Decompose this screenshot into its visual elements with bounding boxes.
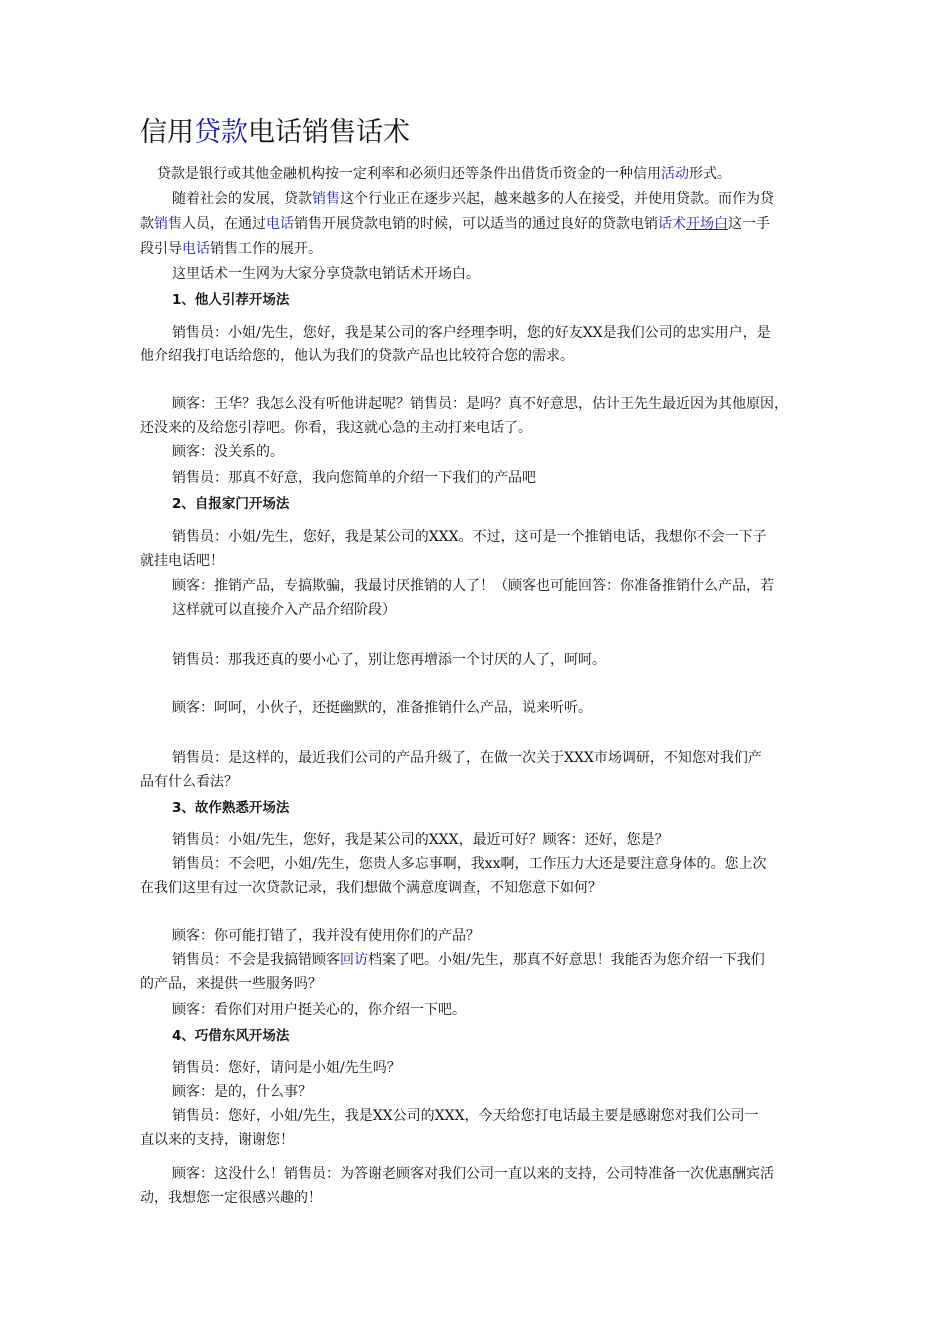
link-phone[interactable]: 电话 bbox=[266, 216, 294, 232]
text: 档案了吧。小姐/先生，那真不好意思！我能否为您介绍一下我们 bbox=[368, 952, 765, 968]
s3-line-6: 的产品，来提供一些服务吗？ bbox=[140, 976, 322, 992]
s2-line-6: 顾客：呵呵，小伙子，还挺幽默的，准备推销什么产品，说来听听。 bbox=[172, 700, 592, 716]
s3-line-7: 顾客：看你们对用户挺关心的，你介绍一下吧。 bbox=[172, 1002, 466, 1018]
section-1-heading: 1、他人引荐开场法 bbox=[172, 292, 290, 308]
s2-line-3: 顾客：推销产品，专搞欺骗，我最讨厌推销的人了！（顾客也可能回答：你准备推销什么产品，若 bbox=[172, 578, 774, 594]
s3-line-5 bbox=[172, 950, 765, 970]
s2-line-7: 销售员：是这样的，最近我们公司的产品升级了，在做一次关于XXX市场调研，不知您对我们产 bbox=[172, 750, 762, 766]
s4-line-1: 销售员：您好，请问是小姐/先生吗？ bbox=[172, 1060, 401, 1076]
title-link-loan[interactable]: 贷款 bbox=[194, 117, 248, 148]
title-text: 信用 bbox=[140, 117, 194, 148]
link-sales-2[interactable]: 销售 bbox=[154, 216, 182, 232]
text: 段引导 bbox=[140, 241, 182, 257]
text: 款 bbox=[140, 216, 154, 232]
page-title bbox=[140, 110, 410, 149]
section-4-heading: 4、巧借东风开场法 bbox=[172, 1028, 290, 1044]
link-activity[interactable]: 活动 bbox=[661, 166, 689, 182]
section-2-heading: 2、自报家门开场法 bbox=[172, 496, 290, 512]
s1-line-2: 他介绍我打电话给您的，他认为我们的贷款产品也比较符合您的需求。 bbox=[140, 348, 574, 364]
s3-line-2: 销售员：不会吧，小姐/先生，您贵人多忘事啊，我xx啊，工作压力大还是要注意身体的。您上次 bbox=[172, 856, 767, 872]
text: 销售员：不会是我搞错顾客 bbox=[172, 952, 340, 968]
s1-line-6: 销售员：那真不好意，我向您简单的介绍一下我们的产品吧 bbox=[172, 470, 536, 486]
s1-line-5: 顾客：没关系的。 bbox=[172, 444, 284, 460]
section-3-heading: 3、故作熟悉开场法 bbox=[172, 800, 290, 816]
s3-line-4: 顾客：你可能打错了，我并没有使用你们的产品？ bbox=[172, 928, 480, 944]
text: 销售开展贷款电销的时候，可以适当的通过良好的贷款电销 bbox=[294, 216, 658, 232]
link-opening[interactable]: 开场白 bbox=[686, 216, 728, 232]
s3-line-3: 在我们这里有过一次贷款记录，我们想做个满意度调查，不知您意下如何？ bbox=[140, 880, 602, 896]
link-phone-2[interactable]: 电话 bbox=[182, 241, 210, 257]
s2-line-1: 销售员：小姐/先生，您好，我是某公司的XXX。不过，这可是一个推销电话，我想你不会一下子 bbox=[172, 529, 767, 545]
s4-line-2: 顾客：是的，什么事？ bbox=[172, 1084, 312, 1100]
intro-paragraph-2-line-3 bbox=[140, 239, 322, 259]
intro-paragraph-2-line-2 bbox=[140, 214, 770, 234]
s4-line-4: 直以来的支持，谢谢您！ bbox=[140, 1132, 294, 1148]
s4-line-6: 动，我想您一定很感兴趣的！ bbox=[140, 1190, 322, 1206]
s4-line-5: 顾客：这没什么！销售员：为答谢老顾客对我们公司一直以来的支持，公司特准备一次优惠酬宾活 bbox=[172, 1166, 774, 1182]
intro-paragraph-2-line-1 bbox=[172, 189, 774, 209]
s2-line-4: 这样就可以直接介入产品介绍阶段） bbox=[172, 602, 396, 618]
intro-paragraph-1 bbox=[157, 164, 731, 184]
s4-line-3: 销售员：您好，小姐/先生，我是XX公司的XXX，今天给您打电话最主要是感谢您对我们公司一 bbox=[172, 1108, 759, 1124]
link-revisit[interactable]: 回访 bbox=[340, 952, 368, 968]
text: 人员，在通过 bbox=[182, 216, 266, 232]
link-script[interactable]: 话术 bbox=[658, 216, 686, 232]
s2-line-2: 就挂电话吧！ bbox=[140, 553, 224, 569]
s2-line-5: 销售员：那我还真的要小心了，别让您再增添一个讨厌的人了，呵呵。 bbox=[172, 652, 606, 668]
text: 随着社会的发展，贷款 bbox=[172, 191, 312, 207]
text: 贷款是银行或其他金融机构按一定利率和必须归还等条件出借货币资金的一种信用 bbox=[157, 166, 661, 182]
text: 形式。 bbox=[689, 166, 731, 182]
s1-line-4: 还没来的及给您引荐吧。你看，我这就心急的主动打来电话了。 bbox=[140, 420, 532, 436]
s2-line-8: 品有什么看法？ bbox=[140, 774, 238, 790]
text: 销售工作的展开。 bbox=[210, 241, 322, 257]
intro-paragraph-3: 这里话术一生网为大家分享贷款电销话术开场白。 bbox=[172, 266, 480, 282]
s1-line-3: 顾客：王华？我怎么没有听他讲起呢？销售员：是吗？真不好意思，估计王先生最近因为其他原因， bbox=[172, 396, 788, 412]
text: 这一手 bbox=[728, 216, 770, 232]
title-text-rest: 电话销售话术 bbox=[248, 117, 410, 148]
text: 这个行业正在逐步兴起，越来越多的人在接受，并使用贷款。而作为贷 bbox=[340, 191, 774, 207]
s3-line-1: 销售员：小姐/先生，您好，我是某公司的XXX，最近可好？顾客：还好，您是？ bbox=[172, 832, 669, 848]
s1-line-1: 销售员：小姐/先生，您好，我是某公司的客户经理李明，您的好友XX是我们公司的忠实用户，是 bbox=[172, 325, 771, 341]
link-sales[interactable]: 销售 bbox=[312, 191, 340, 207]
